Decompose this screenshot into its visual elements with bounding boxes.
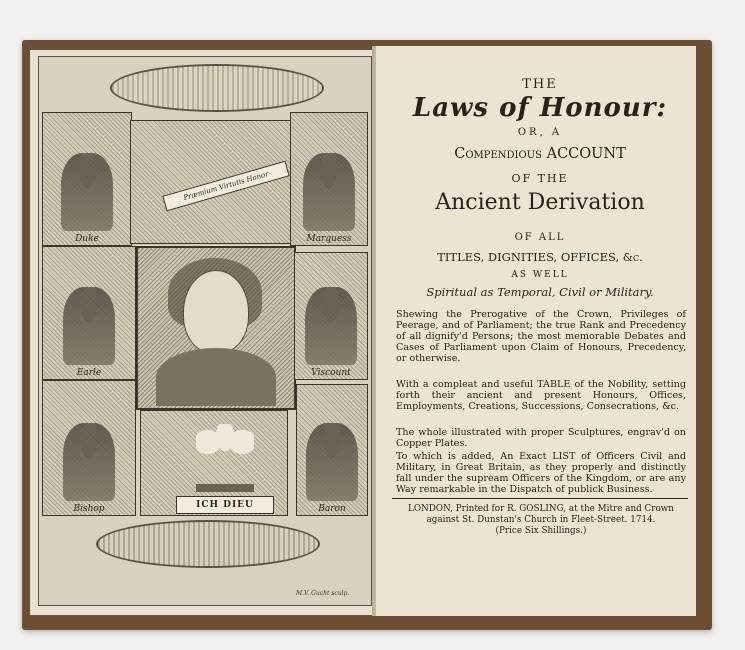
line-titles: TITLES, DIGNITIES, OFFICES, &c. [437,250,643,264]
portrait-baron [296,384,368,516]
caption-duke: Duke [75,234,99,244]
line-ancient: Ancient Derivation [435,190,645,215]
engraver-signature: M.V. Gucht sculp. [296,590,350,597]
figure-baron [306,423,358,501]
para-list: To which is added, An Exact LIST of Officers Civil and Military, in Great Britain, as they properly and distinctly fall under the supream Officers of the Kingdom, or are any Way remarkable in the Dispatch of publick Business. [396,451,686,495]
caption-earle: Earle [76,368,102,378]
portrait-earle [42,246,136,380]
queen-portrait [136,246,296,410]
caption-marquess: Marquess [306,234,352,244]
motto-banner: Præmium Virtutis Honor [162,161,289,212]
para-table: With a compleat and useful TABLE of the Nobility, setting forth their ancient and present Honours, Offices, Employments, Creations, Successions, Consecrations, &c. [396,379,686,412]
imprint-line-3: (Price Six Shillings.) [495,526,587,536]
imprint-line-1: LONDON, Printed for R. GOSLING, at the Mitre and Crown [408,504,674,514]
figure-bishop [63,423,115,501]
prince-feathers [196,424,254,492]
caption-baron: Baron [318,504,346,514]
line-compendious: Compendious ACCOUNT [454,146,626,162]
line-or-a: OR, A [517,127,563,138]
ich-dieu-banner: ICH DIEU [176,496,274,514]
para-sculptures: The whole illustrated with proper Sculptures, engrav'd on Copper Plates. [396,427,686,449]
caption-bishop: Bishop [73,504,105,514]
portrait-bishop [42,380,136,516]
line-the: THE [522,77,558,92]
line-as-well: AS WELL [511,270,569,280]
queen-face [183,270,249,354]
figure-earle [63,287,115,365]
line-spiritual: Spiritual as Temporal, Civil or Military. [426,285,654,299]
ribbon-ornament [110,64,324,112]
main-title: Laws of Honour: [412,93,668,123]
portrait-marquess [290,112,368,246]
caption-viscount: Viscount [311,368,351,378]
queen-dress [156,348,276,406]
figure-duke [61,153,113,231]
imprint-line-2: against St. Dunstan's Church in Fleet-Street. 1714. [426,515,656,525]
figure-viscount [305,287,357,365]
figure-marquess [303,153,355,231]
laurel-ornament [96,520,320,568]
portrait-duke [42,112,132,246]
para-shewing: Shewing the Prerogative of the Crown, Privileges of Peerage, and of Parliament; the true Rank and Precedency of all dignify'd Persons; the most memorable Debates and Cases of Parliament upon Claim of Honours, Precedency, or otherwise. [396,309,686,364]
line-of-all: OF ALL [514,232,566,243]
line-of-the: OF THE [511,172,569,185]
title-rule [392,498,688,499]
portrait-viscount [294,252,368,380]
